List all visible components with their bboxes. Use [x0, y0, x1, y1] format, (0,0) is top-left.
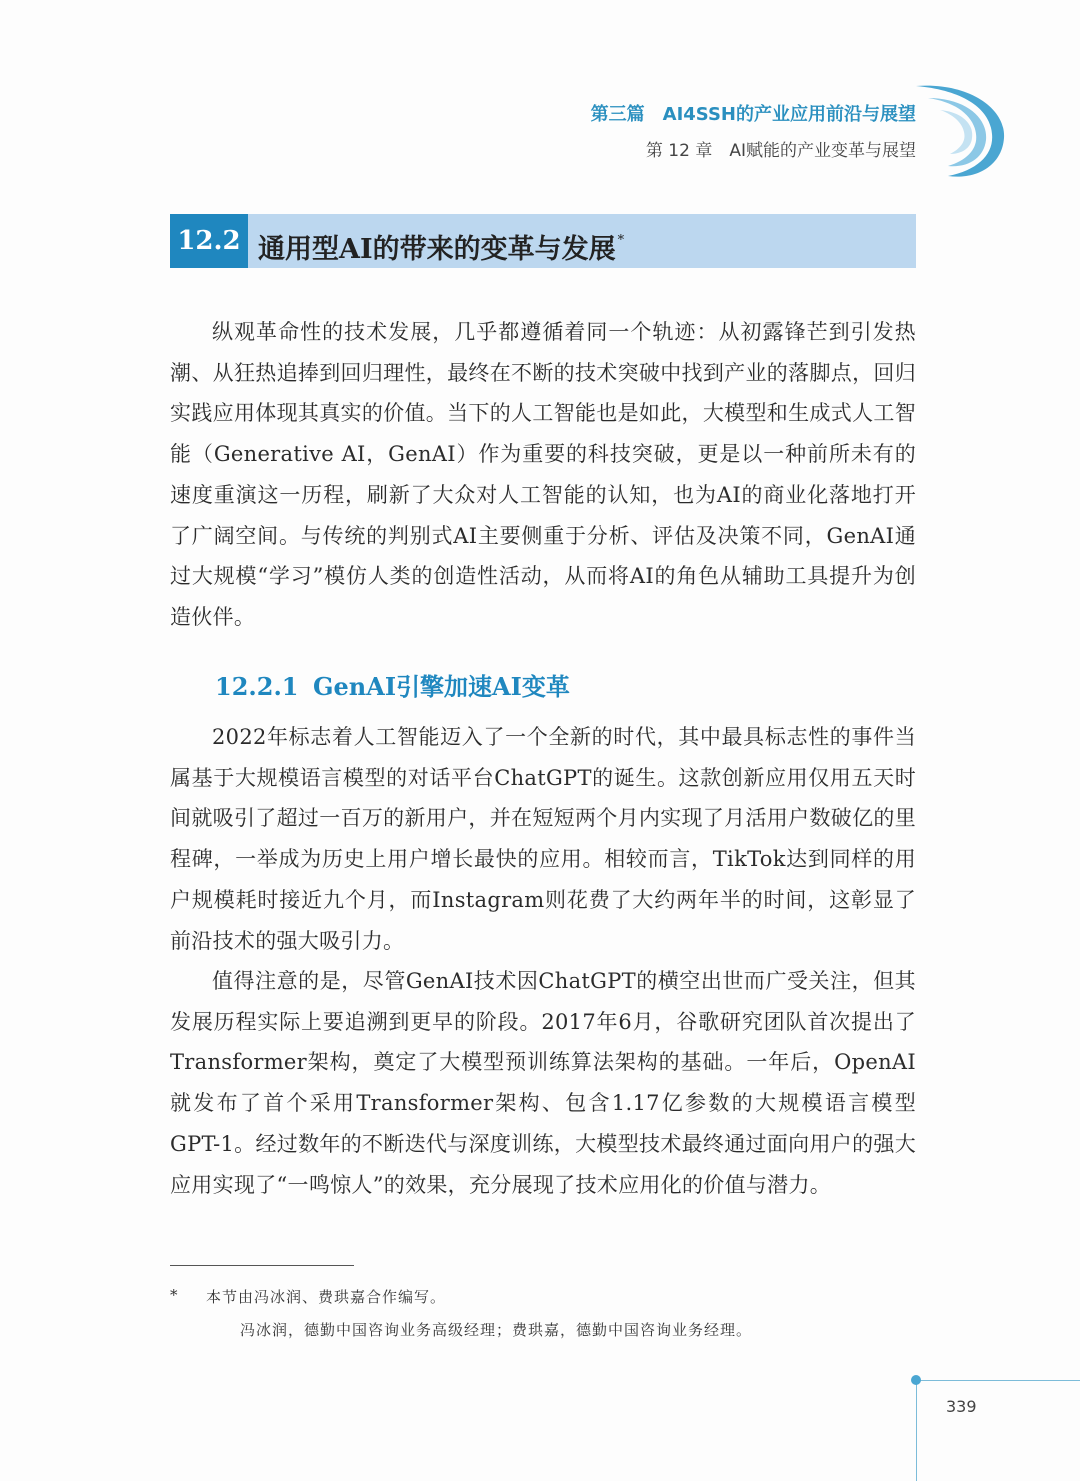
- footnote-marker: *: [170, 1286, 178, 1304]
- footnote-divider: [170, 1265, 354, 1266]
- section-title-text: 通用型AI的带来的变革与发展: [258, 234, 616, 265]
- footnote-reference-mark[interactable]: *: [617, 233, 625, 248]
- subsection-number: 12.2.1: [215, 672, 299, 701]
- section-banner: [170, 214, 916, 268]
- section-number: 12.2: [170, 214, 248, 268]
- footnote-text: 本节由冯冰润、费珙嘉合作编写。: [206, 1288, 447, 1306]
- body-paragraph-intro: 纵观革命性的技术发展，几乎都遵循着同一个轨迹：从初露锋芒到引发热潮、从狂热追捧到回归理性，最终在不断的技术突破中找到产业的落脚点，回归实践应用体现其真实的价值。当下的人工智能也是如此，大模型和生成式人工智能（Generative AI，GenAI）作为重要的科技突破，更是以一种前所未有的速度重演这一历程，刷新了大众对人工智能的认知，也为AI的商业化落地打开了广阔空间。与传统的判别式AI主要侧重于分析、评估及决策不同，GenAI通过大规模“学习”模仿人类的创造性活动，从而将AI的角色从辅助工具提升为创造伙伴。: [170, 320, 916, 629]
- subsection-title: GenAI引擎加速AI变革: [313, 672, 570, 701]
- body-paragraph-history: 值得注意的是，尽管GenAI技术因ChatGPT的横空出世而广受关注，但其发展历程实际上要追溯到更早的阶段。2017年6月，谷歌研究团队首次提出了Transformer架构，奠定了大模型预训练算法架构的基础。一年后，OpenAI就发布了首个采用Transformer架构、包含1.17亿参数的大规模语言模型GPT-1。经过数年的不断迭代与深度训练，大模型技术最终通过面向用户的强大应用实现了“一鸣惊人”的效果，充分展现了技术应用化的价值与潜力。: [170, 969, 916, 1197]
- swirl-decoration-icon: [908, 78, 1008, 183]
- part-title: 第三篇 AI4SSH的产业应用前沿与展望: [590, 104, 916, 125]
- chapter-title: 第 12 章 AI赋能的产业变革与展望: [645, 141, 916, 161]
- folio-rule-horizontal: [916, 1380, 1080, 1381]
- page-number: 339: [946, 1397, 977, 1416]
- section-title: [258, 214, 624, 277]
- body-paragraph-chatgpt: 2022年标志着人工智能迈入了一个全新的时代，其中最具标志性的事件当属基于大规模语言模型的对话平台ChatGPT的诞生。这款创新应用仅用五天时间就吸引了超过一百万的新用户，并在短短两个月内实现了月活用户数破亿的里程碑，一举成为历史上用户增长最快的应用。相较而言，TikTok达到同样的用户规模耗时接近九个月，而Instagram则花费了大约两年半的时间，这彰显了前沿技术的强大吸引力。: [170, 725, 916, 953]
- folio-rule-vertical: [916, 1380, 917, 1481]
- footnote-affiliation: 冯冰润，德勤中国咨询业务高级经理；费珙嘉，德勤中国咨询业务经理。: [240, 1321, 753, 1339]
- subsection-heading: [215, 667, 570, 702]
- folio-dot-icon: [911, 1375, 921, 1385]
